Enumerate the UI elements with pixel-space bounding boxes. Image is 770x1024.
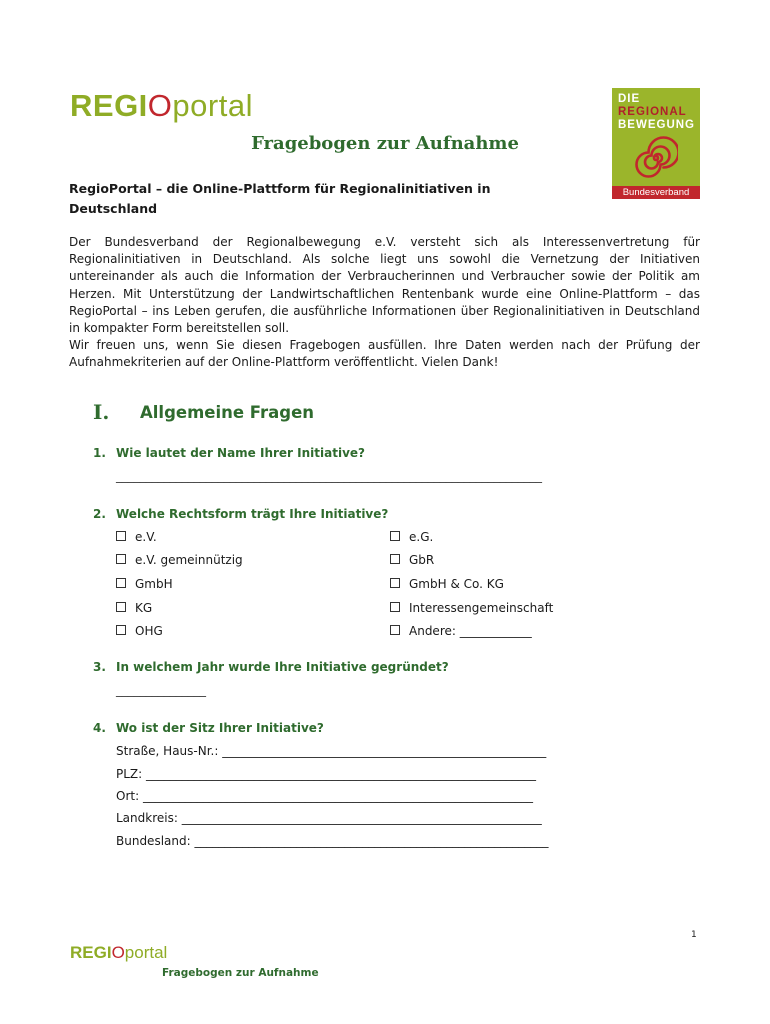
option-ohg[interactable] xyxy=(116,624,163,638)
question-4 xyxy=(93,721,324,735)
checkbox-icon[interactable] xyxy=(116,602,126,612)
option-label: Andere: ____________ xyxy=(409,624,532,638)
badge-footer: Bundesverband xyxy=(612,186,700,199)
logo-regi-text: REGI xyxy=(70,88,148,123)
logo-portal-text: portal xyxy=(172,88,253,123)
question-1 xyxy=(93,446,365,460)
subtitle-line-1: RegioPortal – die Online-Plattform für Regionalinitiativen in xyxy=(69,181,491,196)
footer-logo xyxy=(70,944,167,961)
checkbox-icon[interactable] xyxy=(116,531,126,541)
option-label: e.G. xyxy=(409,530,434,544)
state-field[interactable]: Bundesland: ___________________________________________________________ xyxy=(116,834,549,848)
initiative-name-field[interactable]: _______________________________________________________________________ xyxy=(116,469,542,483)
option-eg[interactable] xyxy=(390,530,433,544)
badge-text xyxy=(618,93,695,132)
option-label: OHG xyxy=(135,624,163,638)
document-title: Fragebogen zur Aufnahme xyxy=(251,133,519,154)
question-text: Wie lautet der Name Ihrer Initiative? xyxy=(116,446,365,460)
page-number: 1 xyxy=(691,930,697,940)
question-text: Wo ist der Sitz Ihrer Initiative? xyxy=(116,721,324,735)
checkbox-icon[interactable] xyxy=(390,625,400,635)
checkbox-icon[interactable] xyxy=(116,578,126,588)
checkbox-icon[interactable] xyxy=(390,554,400,564)
checkbox-icon[interactable] xyxy=(116,554,126,564)
logo-o-text: O xyxy=(111,943,125,962)
option-gbr[interactable] xyxy=(390,553,434,567)
question-3 xyxy=(93,660,449,674)
city-field[interactable]: Ort: _________________________________________________________________ xyxy=(116,789,533,803)
option-label: KG xyxy=(135,601,153,615)
option-label: e.V. xyxy=(135,530,157,544)
question-number: 1. xyxy=(93,446,106,460)
option-label: GbR xyxy=(409,553,435,567)
option-interessengemeinschaft[interactable] xyxy=(390,601,553,615)
checkbox-icon[interactable] xyxy=(390,578,400,588)
question-text: In welchem Jahr wurde Ihre Initiative gegründet? xyxy=(116,660,449,674)
checkbox-icon[interactable] xyxy=(116,625,126,635)
logo-regi-text: REGI xyxy=(70,943,112,962)
option-gmbh-co-kg[interactable] xyxy=(390,577,504,591)
district-field[interactable]: Landkreis: ____________________________________________________________ xyxy=(116,811,542,825)
badge-line-1: DIE xyxy=(618,93,641,105)
badge-line-2: REGIONAL xyxy=(618,106,687,118)
intro-paragraph-1: Der Bundesverband der Regionalbewegung e.V. versteht sich als Interessenvertretung für Regionalinitiativen in Deutschland. Als solche liegt uns sowohl die Vernetzung der Initiativen untereinander als auch die Information der Verbraucherinnen und Verbraucher sowie der Politik am Herzen. Mit Unterstützung der Landwirtschaftlichen Rentenbank wurde eine Online-Plattform – das RegioPortal – ins Leben gerufen, die ausführliche Informationen über Regionalinitiativen in Deutschland in kompakter Form bereitstellen soll. xyxy=(69,235,700,336)
footer-title: Fragebogen zur Aufnahme xyxy=(162,967,319,979)
option-label: Interessengemeinschaft xyxy=(409,601,554,615)
option-andere[interactable] xyxy=(390,624,532,638)
checkbox-icon[interactable] xyxy=(390,602,400,612)
badge-line-3: BEWEGUNG xyxy=(618,119,695,131)
logo-o-text: O xyxy=(147,88,173,123)
option-ev-gemeinnuetzig[interactable] xyxy=(116,553,243,567)
intro-paragraph-2: Wir freuen uns, wenn Sie diesen Fragebogen ausfüllen. Ihre Daten werden nach der Prüfung der Aufnahmekriterien auf der Online-Plattform veröffentlicht. Vielen Dank! xyxy=(69,338,700,370)
street-field[interactable]: Straße, Haus-Nr.: ______________________________________________________ xyxy=(116,744,547,758)
intro-text xyxy=(69,234,700,372)
section-number: I. xyxy=(93,400,110,424)
option-ev[interactable] xyxy=(116,530,157,544)
subtitle xyxy=(69,179,569,219)
option-label: GmbH & Co. KG xyxy=(409,577,504,591)
subtitle-line-2: Deutschland xyxy=(69,201,158,216)
question-2 xyxy=(93,507,388,521)
question-number: 2. xyxy=(93,507,106,521)
question-number: 4. xyxy=(93,721,106,735)
option-kg[interactable] xyxy=(116,601,152,615)
question-text: Welche Rechtsform trägt Ihre Initiative? xyxy=(116,507,389,521)
regioportal-logo xyxy=(70,90,253,121)
logo-portal-text: portal xyxy=(124,943,168,962)
section-name: Allgemeine Fragen xyxy=(140,403,315,422)
postal-code-field[interactable]: PLZ: _________________________________________________________________ xyxy=(116,767,536,781)
checkbox-icon[interactable] xyxy=(390,531,400,541)
founding-year-field[interactable]: _______________ xyxy=(116,683,206,697)
option-label: GmbH xyxy=(135,577,173,591)
question-number: 3. xyxy=(93,660,106,674)
option-gmbh[interactable] xyxy=(116,577,173,591)
option-label: e.V. gemeinnützig xyxy=(135,553,243,567)
